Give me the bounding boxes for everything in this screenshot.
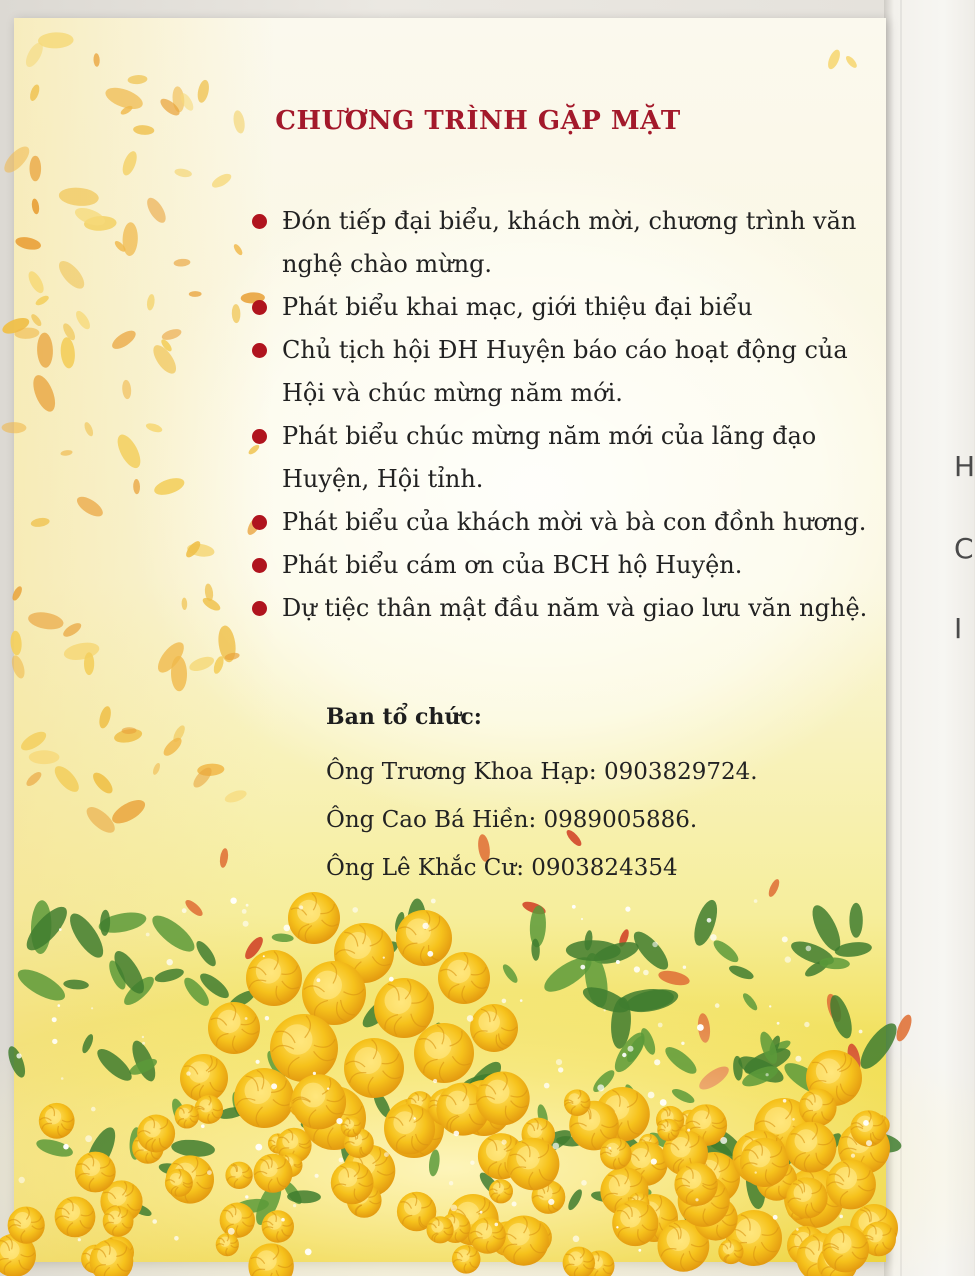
agenda-item-text: Đón tiếp đại biểu, khách mời, chương trình văn nghệ chào mừng.: [282, 207, 857, 278]
agenda-item: [246, 587, 876, 630]
organizers-section: [326, 700, 846, 892]
agenda-item: [246, 415, 876, 501]
agenda-item-text: Phát biểu của khách mời và bà con đồnh hương.: [282, 508, 867, 536]
organizer-contact: Ông Cao Bá Hiền: 0989005886.: [326, 807, 698, 833]
red-dot-icon: [252, 214, 267, 229]
invitation-page: [14, 18, 886, 1262]
agenda-item-text: Phát biểu chúc mừng năm mới của lãng đạo Huyện, Hội tỉnh.: [282, 422, 817, 493]
agenda-item: [246, 501, 876, 544]
agenda-list: [246, 200, 876, 630]
program-title: CHƯƠNG TRÌNH GẶP MẶT: [275, 106, 681, 136]
red-dot-icon: [252, 515, 267, 530]
program-content: [14, 18, 886, 1262]
red-dot-icon: [252, 300, 267, 315]
agenda-item-text: Dự tiệc thân mật đầu năm và giao lưu văn nghệ.: [282, 594, 868, 622]
agenda-item: [246, 329, 876, 415]
agenda-item-text: Chủ tịch hội ĐH Huyện báo cáo hoạt động của Hội và chúc mừng năm mới.: [282, 336, 848, 407]
agenda-item: [246, 544, 876, 587]
organizer-contact: Ông Trương Khoa Hạp: 0903829724.: [326, 759, 758, 785]
next-page-letter: C: [954, 532, 974, 565]
red-dot-icon: [252, 558, 267, 573]
agenda-item-text: Phát biểu cám ơn của BCH hộ Huyện.: [282, 551, 743, 579]
next-page-letter: H: [954, 450, 975, 483]
agenda-item: [246, 200, 876, 286]
agenda-item: [246, 286, 876, 329]
next-page-letter: I: [954, 612, 963, 645]
organizer-contact: Ông Lê Khắc Cư: 0903824354: [326, 855, 678, 881]
red-dot-icon: [252, 343, 267, 358]
red-dot-icon: [252, 429, 267, 444]
agenda-item-text: Phát biểu khai mạc, giới thiệu đại biểu: [282, 293, 753, 321]
red-dot-icon: [252, 601, 267, 616]
organizers-title: Ban tổ chức:: [326, 704, 482, 730]
